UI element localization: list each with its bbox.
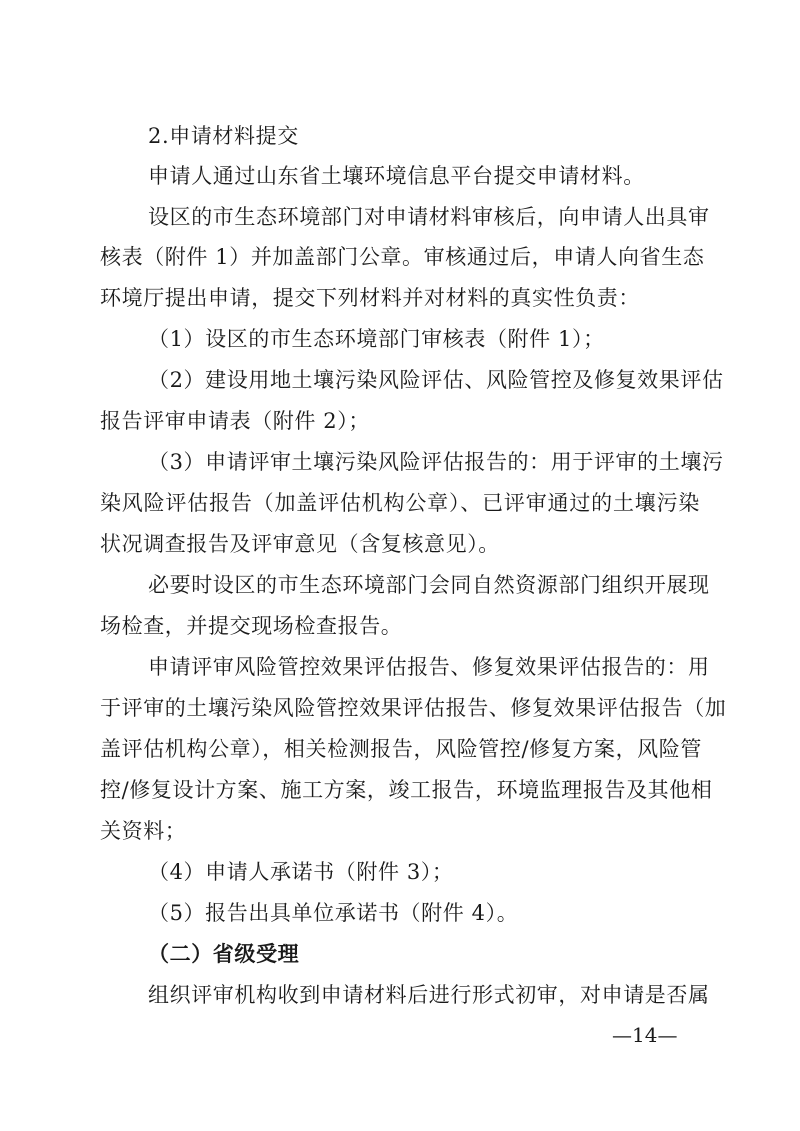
paragraph-line: 关资料；: [100, 819, 187, 843]
paragraph-line: 染风险评估报告（加盖评估机构公章）、已评审通过的土壤污染: [100, 491, 700, 515]
list-item-1: （1）设区的市生态环境部门审核表（附件 1）；: [148, 327, 605, 351]
paragraph-line: 状况调查报告及评审意见（含复核意见）。: [100, 532, 500, 556]
paragraph-line: 环境厅提出申请，提交下列材料并对材料的真实性负责：: [100, 286, 640, 310]
list-item-2: （2）建设用地土壤污染风险评估、风险管控及修复效果评估: [148, 368, 724, 392]
paragraph-line: 场检查，并提交现场检查报告。: [100, 614, 403, 638]
paragraph-line: 必要时设区的市生态环境部门会同自然资源部门组织开展现: [148, 573, 710, 597]
list-item-3: （3）申请评审土壤污染风险评估报告的：用于评审的土壤污: [148, 450, 724, 474]
page-number: —14—: [612, 1023, 678, 1047]
section-heading-application-submission: 2.申请材料提交: [148, 124, 299, 148]
paragraph-line: 于评审的土壤污染风险管控效果评估报告、修复效果评估报告（加: [100, 696, 727, 720]
paragraph-line: 申请人通过山东省土壤环境信息平台提交申请材料。: [148, 164, 645, 188]
paragraph-line: 核表（附件 1）并加盖部门公章。审核通过后，申请人向省生态: [100, 245, 705, 269]
paragraph-line: 申请评审风险管控效果评估报告、修复效果评估报告的：用: [148, 655, 710, 679]
list-item-4: （4）申请人承诺书（附件 3）；: [148, 860, 454, 884]
section-heading-provincial-acceptance: （二）省级受理: [148, 941, 300, 966]
paragraph-line: 设区的市生态环境部门对申请材料审核后，向申请人出具审: [148, 205, 710, 229]
paragraph-line: 组织评审机构收到申请材料后进行形式初审，对申请是否属: [148, 983, 710, 1007]
paragraph-line: 盖评估机构公章），相关检测报告，风险管控/修复方案，风险管: [100, 737, 702, 761]
paragraph-line: 报告评审申请表（附件 2）；: [100, 409, 370, 433]
paragraph-line: 控/修复设计方案、施工方案，竣工报告，环境监理报告及其他相: [100, 778, 713, 802]
list-item-5: （5）报告出具单位承诺书（附件 4）。: [148, 901, 519, 925]
